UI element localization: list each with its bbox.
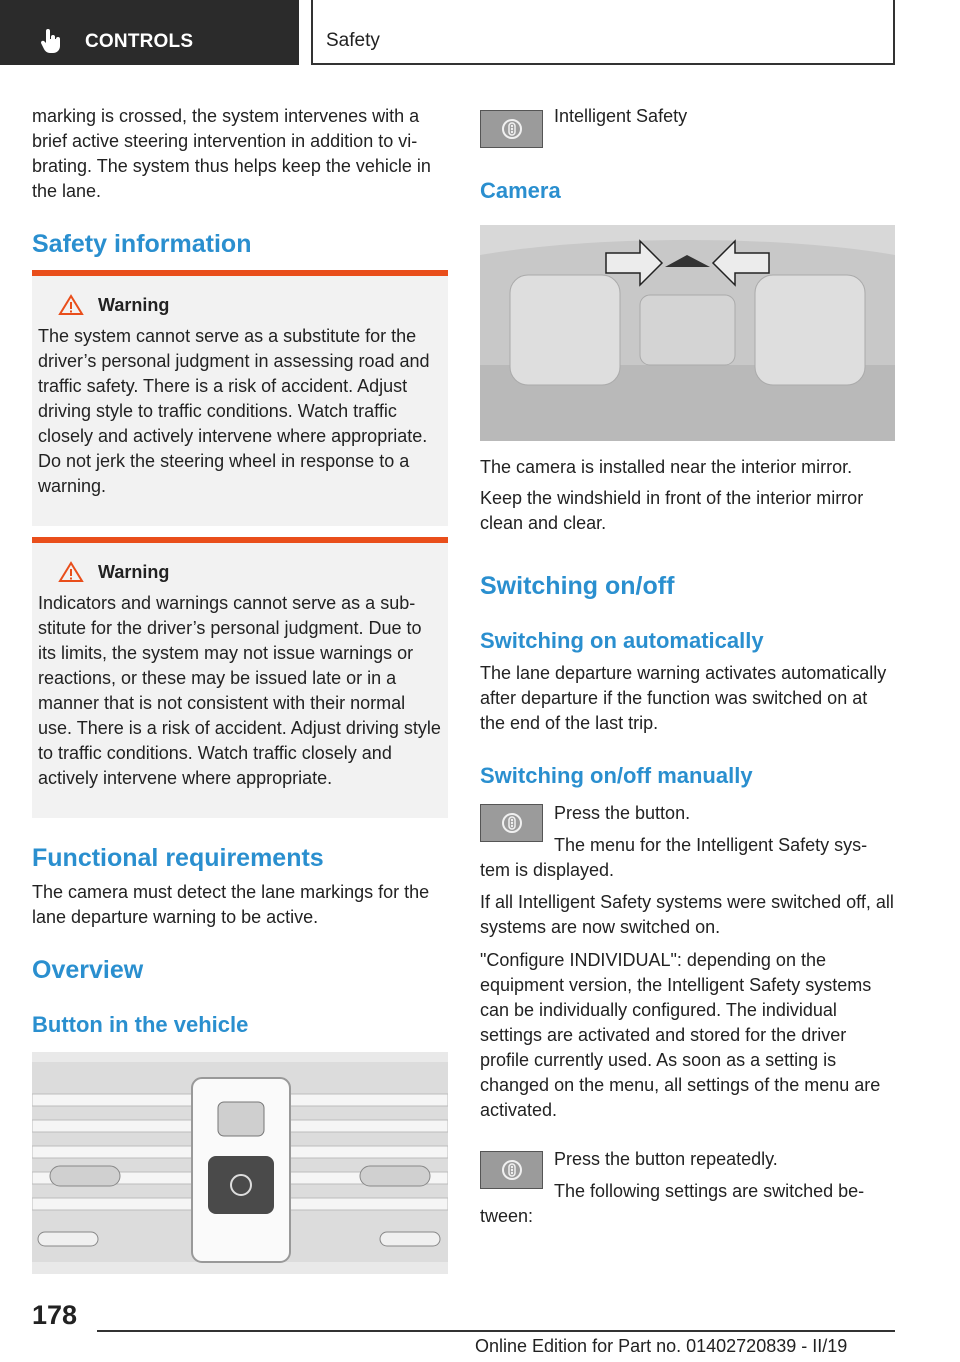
warning-title-1: Warning <box>38 294 442 316</box>
camera-paragraph-2: Keep the windshield in front of the interior mirror clean and clear. <box>480 488 864 533</box>
vehicle-button-illustration <box>32 1052 448 1274</box>
camera-paragraph-1: The camera is installed near the interior mirror. <box>480 457 853 477</box>
functional-requirements-heading: Functional requirements <box>32 844 324 872</box>
warning-body-2: Indicators and warnings cannot serve as a substitute for the driver’s personal judgment. Due to its limits, the system may not issue warnings or reactions, or these may be issued late or in a manner that is not consistent with their normal use. There is a risk of accident. Adjust driving style to traffic conditions. Watch traffic closely and actively intervene where appropriate. <box>38 593 441 788</box>
camera-illustration <box>480 225 895 441</box>
switching-auto-body: The lane departure warning activates automatically after departure if the function was switched on at the end of the last trip. <box>480 663 887 733</box>
chapter-tab <box>0 0 299 65</box>
menu-line-2: tem is displayed. <box>480 860 615 880</box>
hand-pointer-icon <box>40 29 62 53</box>
intelligent-safety-icon <box>480 110 543 148</box>
intelligent-safety-button-icon <box>480 804 543 842</box>
chapter-label: CONTROLS <box>85 31 194 52</box>
switching-heading: Switching on/off <box>480 572 675 600</box>
warning-triangle-icon <box>58 561 84 583</box>
warning-triangle-icon <box>58 294 84 316</box>
safety-heading: Safety information <box>32 230 252 258</box>
all-systems-paragraph: If all Intelligent Safety systems were switched off, all systems are now switched on. <box>480 892 894 937</box>
section-header <box>311 0 895 65</box>
camera-heading: Camera <box>480 178 561 203</box>
warning-box-2 <box>32 537 448 818</box>
warning-title-2: Warning <box>38 561 442 583</box>
switching-auto-heading: Switching on automatically <box>480 628 764 653</box>
intelligent-safety-button-icon-2 <box>480 1151 543 1189</box>
page-number: 178 <box>32 1300 78 1330</box>
intro-paragraph: marking is crossed, the system intervenes with a brief active steering intervention in addition to vibrating. The system thus helps keep the vehicle in the lane. <box>32 106 431 201</box>
warning-box-1 <box>32 270 448 526</box>
configure-paragraph: "Configure INDIVIDUAL": depending on the equipment version, the Intelligent Safety systems can be individually configured. The individual settings are activated and stored for the driver profile currently used. As soon as a setting is changed on the menu, all settings of the menu are activated. <box>480 950 881 1120</box>
following-line-2: tween: <box>480 1206 534 1226</box>
menu-line-1: The menu for the Intelligent Safety sys- <box>554 835 868 855</box>
overview-heading: Overview <box>32 956 144 984</box>
following-line-1: The following settings are switched be- <box>554 1181 865 1201</box>
section-title: Safety <box>326 30 380 51</box>
footer-divider <box>97 1330 895 1332</box>
press-repeatedly-text: Press the button repeatedly. <box>554 1149 778 1169</box>
footer-edition: Online Edition for Part no. 01402720839 - II/19 <box>475 1336 848 1356</box>
warning-body-1: The system cannot serve as a substitute for the driver’s personal judgment in assessing road and traffic safety. There is a risk of accident. Adjust driving style to traffic conditions. Watch traffic closely and actively intervene where appropriate. Do not jerk the steering wheel in response to a warning. <box>38 326 430 496</box>
intelligent-safety-label: Intelligent Safety <box>554 106 688 126</box>
press-button-text: Press the button. <box>554 803 691 823</box>
functional-requirements-body: The camera must detect the lane markings for the lane departure warning to be active. <box>32 882 430 927</box>
switching-manual-heading: Switching on/off manually <box>480 763 753 788</box>
button-in-vehicle-heading: Button in the vehicle <box>32 1012 249 1037</box>
